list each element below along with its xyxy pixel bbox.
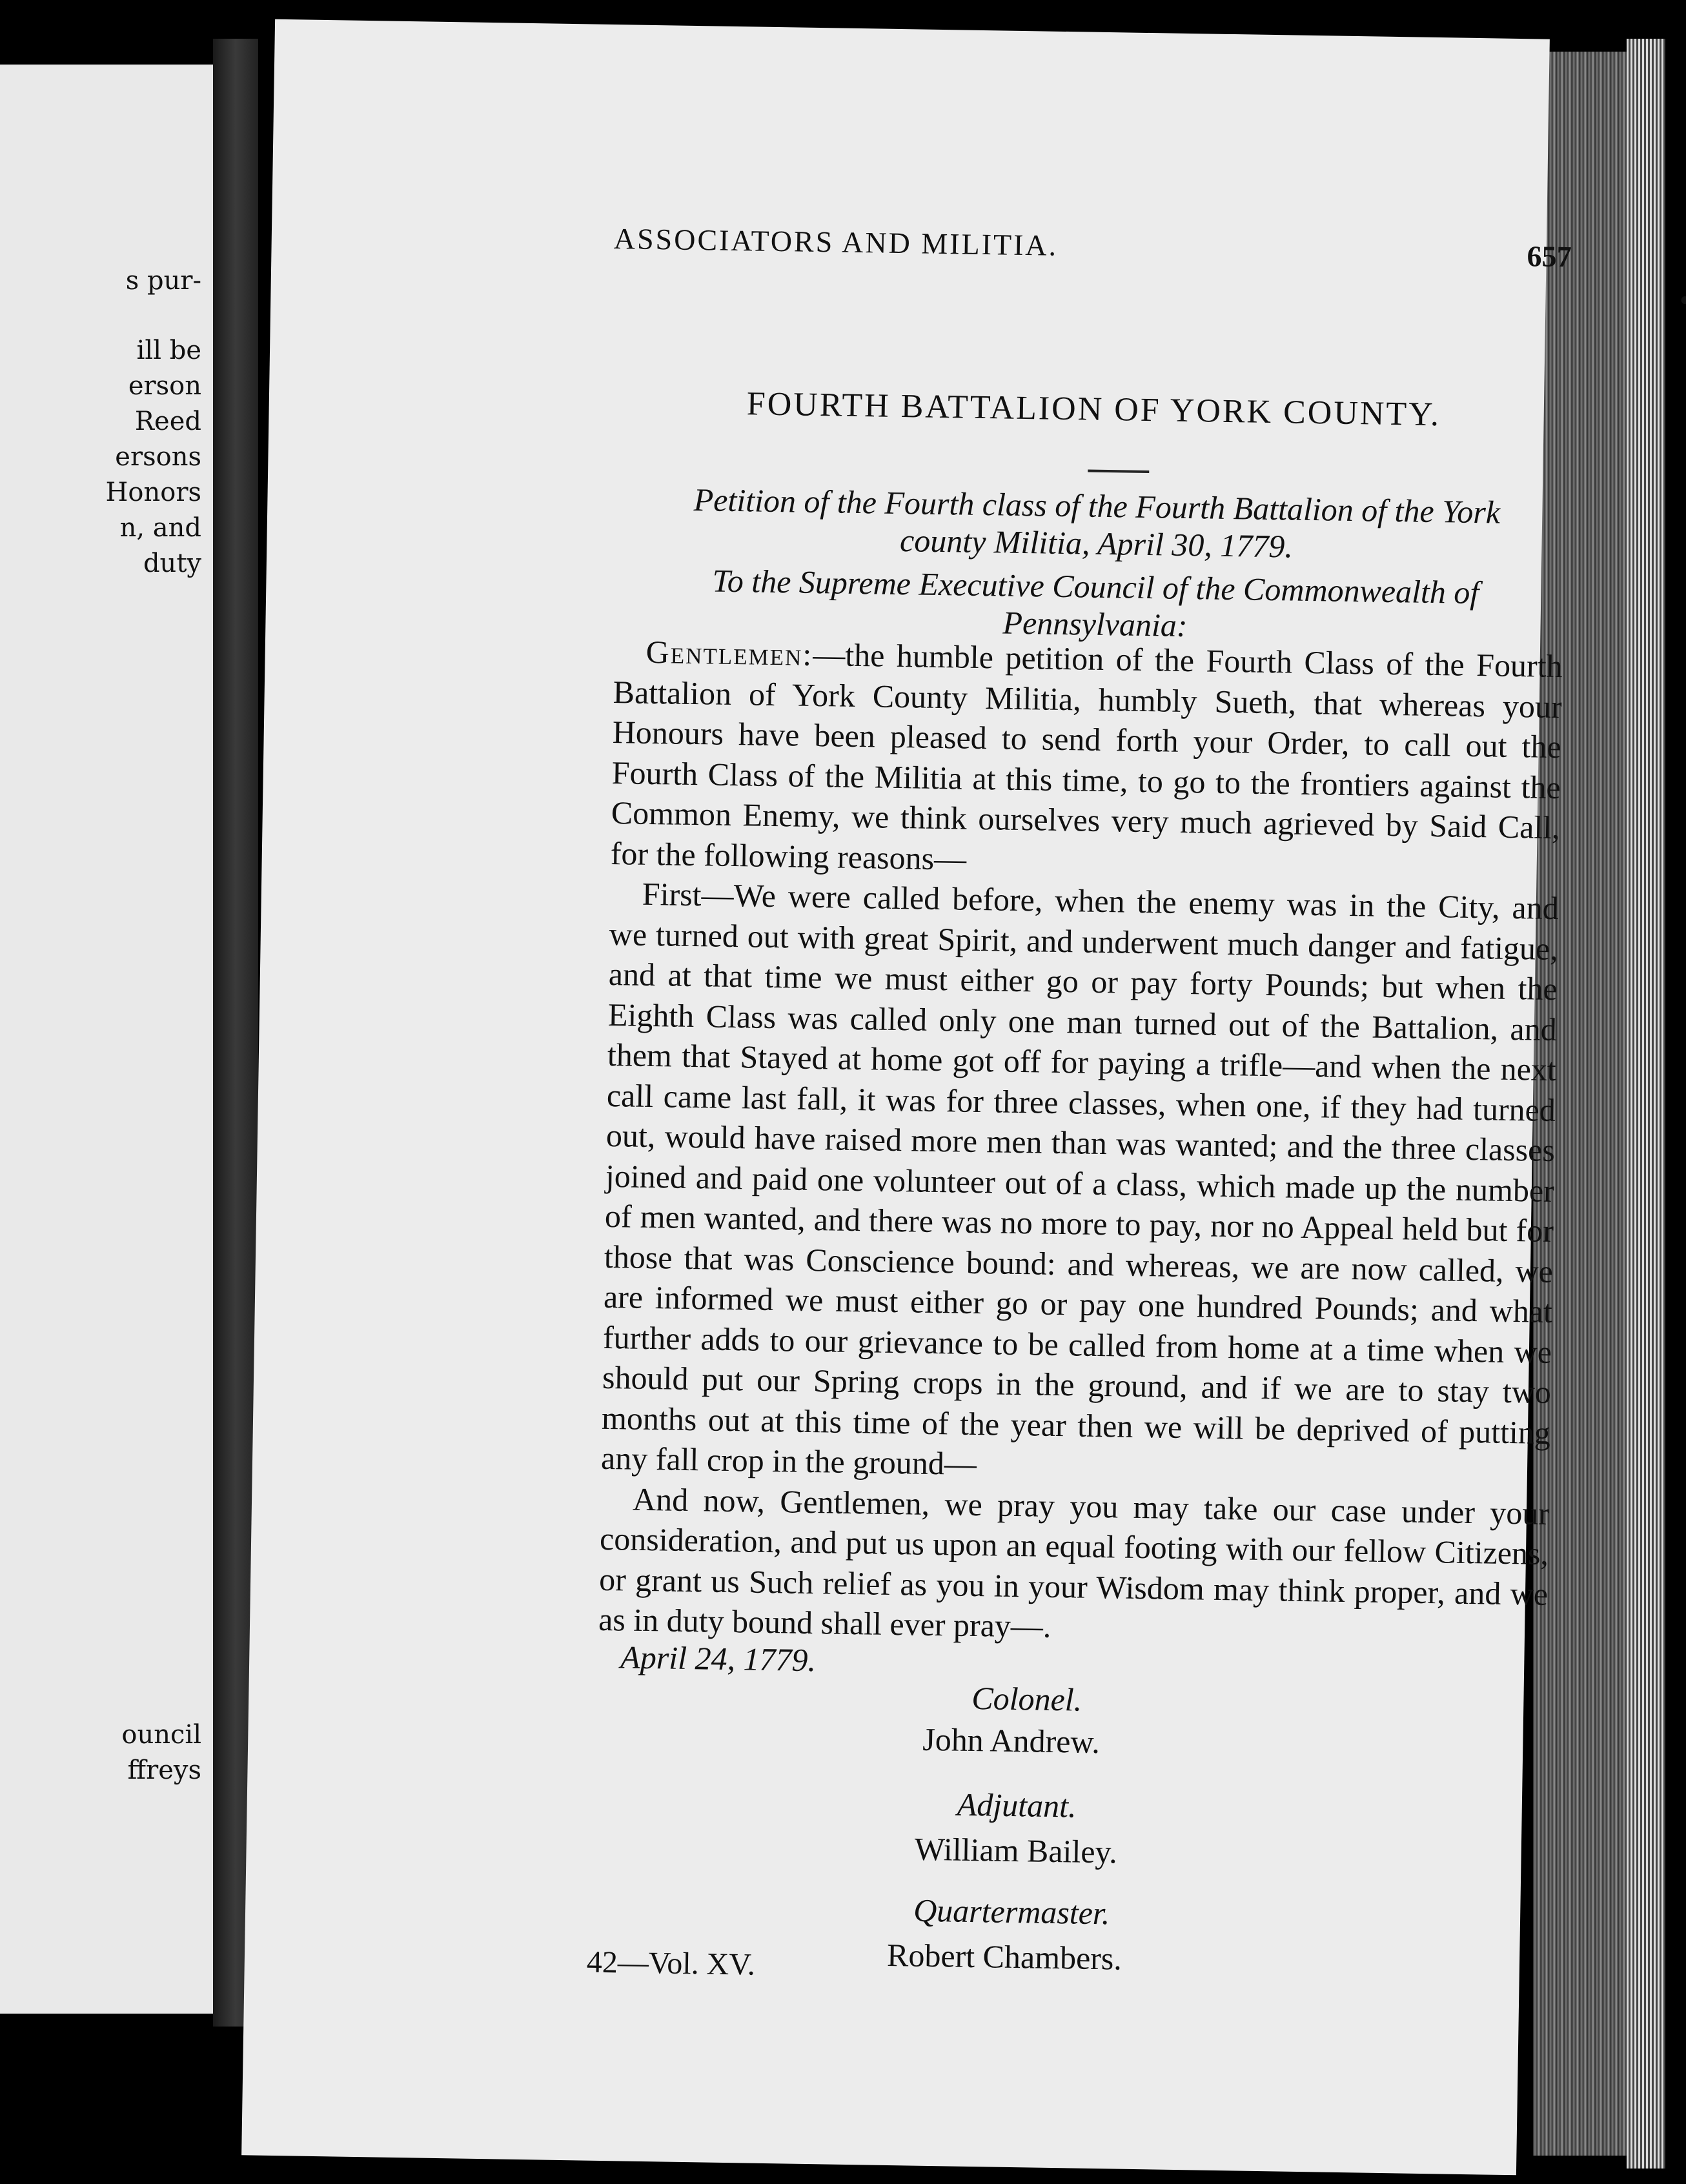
left-page-fragment: ffreys xyxy=(127,1755,201,1785)
petition-date: April 24, 1779. xyxy=(620,1639,817,1679)
left-page-fragment: duty xyxy=(143,549,201,578)
left-page-fragment: ersons xyxy=(115,442,201,472)
left-page-fragment: n, and xyxy=(119,513,201,543)
paragraph-text: —the humble petition of the Fourth Class of the Fourth Battalion of York County Militia, humbly Sueth, that whereas your Honours have been pleased to send forth your Order, to call out the Fourth Class of the Militia at this time, to go to the frontiers against the Common Enemy, we think ourselves very much agrieved by Said Call, for the following reasons— xyxy=(610,636,1563,877)
volume-footer xyxy=(586,1945,755,1983)
signatory-title: Quartermaster. xyxy=(913,1892,1110,1932)
ink-dot xyxy=(1681,296,1686,304)
page-number: 657 xyxy=(1527,239,1572,274)
left-page-fragment: ill be xyxy=(136,336,201,365)
left-page-fragment: s pur- xyxy=(125,266,201,296)
paragraph xyxy=(610,631,1563,888)
paragraph: And now, Gentlemen, we pray you may take our case under your consideration, and put us upon an equal footing with our fellow Citizens, or grant us Such relief as you in your Wisdom may think proper, and we as in duty bound shall ever pray—. xyxy=(598,1481,1550,1644)
book-fore-edge-outer xyxy=(1627,39,1665,2169)
section-heading: FOURTH BATTALION OF YORK COUNTY. xyxy=(746,385,1441,434)
paragraph: First—We were called before, when the enemy was in the City, and we turned out with great Spirit, and underwent much danger and fatigue, and at that time we must either go or pay forty Pounds; but when the Eighth Class was called only one man turned out of the Battalion, and them that Stayed at home got off for paying a trifle—and when the next call came last fall, it was for three classes, when one, if they had turned out, would have raised more men than was wanted; and the three classes joined and paid one volunteer out of a class, which made up the number of men wanted, and there was no more to pay, nor no Appeal held but for those that was Conscience bound: and whereas, we are now called, we are informed we must either go or pay one hundred Pounds; and what further adds to our grievance to be called from home at a time when we should put our Spring crops in the ground, and if we are to stay two months out at this time of the year then we will be deprived of putting any fall crop in the ground— xyxy=(600,875,1559,1482)
right-page xyxy=(241,19,1572,2176)
running-head: ASSOCIATORS AND MILITIA. xyxy=(613,221,1059,262)
address-line: To the Supreme Executive Council of the Commonwealth of xyxy=(712,562,1479,611)
petition-title-line: county Militia, April 30, 1779. xyxy=(899,522,1294,565)
signatory-title: Adjutant. xyxy=(957,1786,1077,1825)
signatory-name: Robert Chambers. xyxy=(886,1936,1122,1977)
signatory-name: John Andrew. xyxy=(922,1721,1101,1761)
petition-body xyxy=(598,631,1563,1654)
left-page-fragment: Honors xyxy=(105,478,201,507)
address-line: Pennsylvania: xyxy=(1002,604,1188,644)
left-facing-page xyxy=(0,65,213,2014)
petition-title xyxy=(628,480,1565,569)
petition-title-line: Petition of the Fourth class of the Fourth Battalion of the York xyxy=(693,481,1501,531)
left-page-fragment: erson xyxy=(128,371,201,401)
salutation: Gentlemen: xyxy=(645,633,813,672)
signatory-title: Colonel. xyxy=(971,1679,1082,1718)
left-page-fragment: Reed xyxy=(134,407,201,436)
left-page-fragment: ouncil xyxy=(121,1720,201,1750)
heading-rule xyxy=(1088,470,1149,473)
signatory-name: William Bailey. xyxy=(914,1830,1118,1870)
footer-text: 42—Vol. XV. xyxy=(586,1945,756,1982)
